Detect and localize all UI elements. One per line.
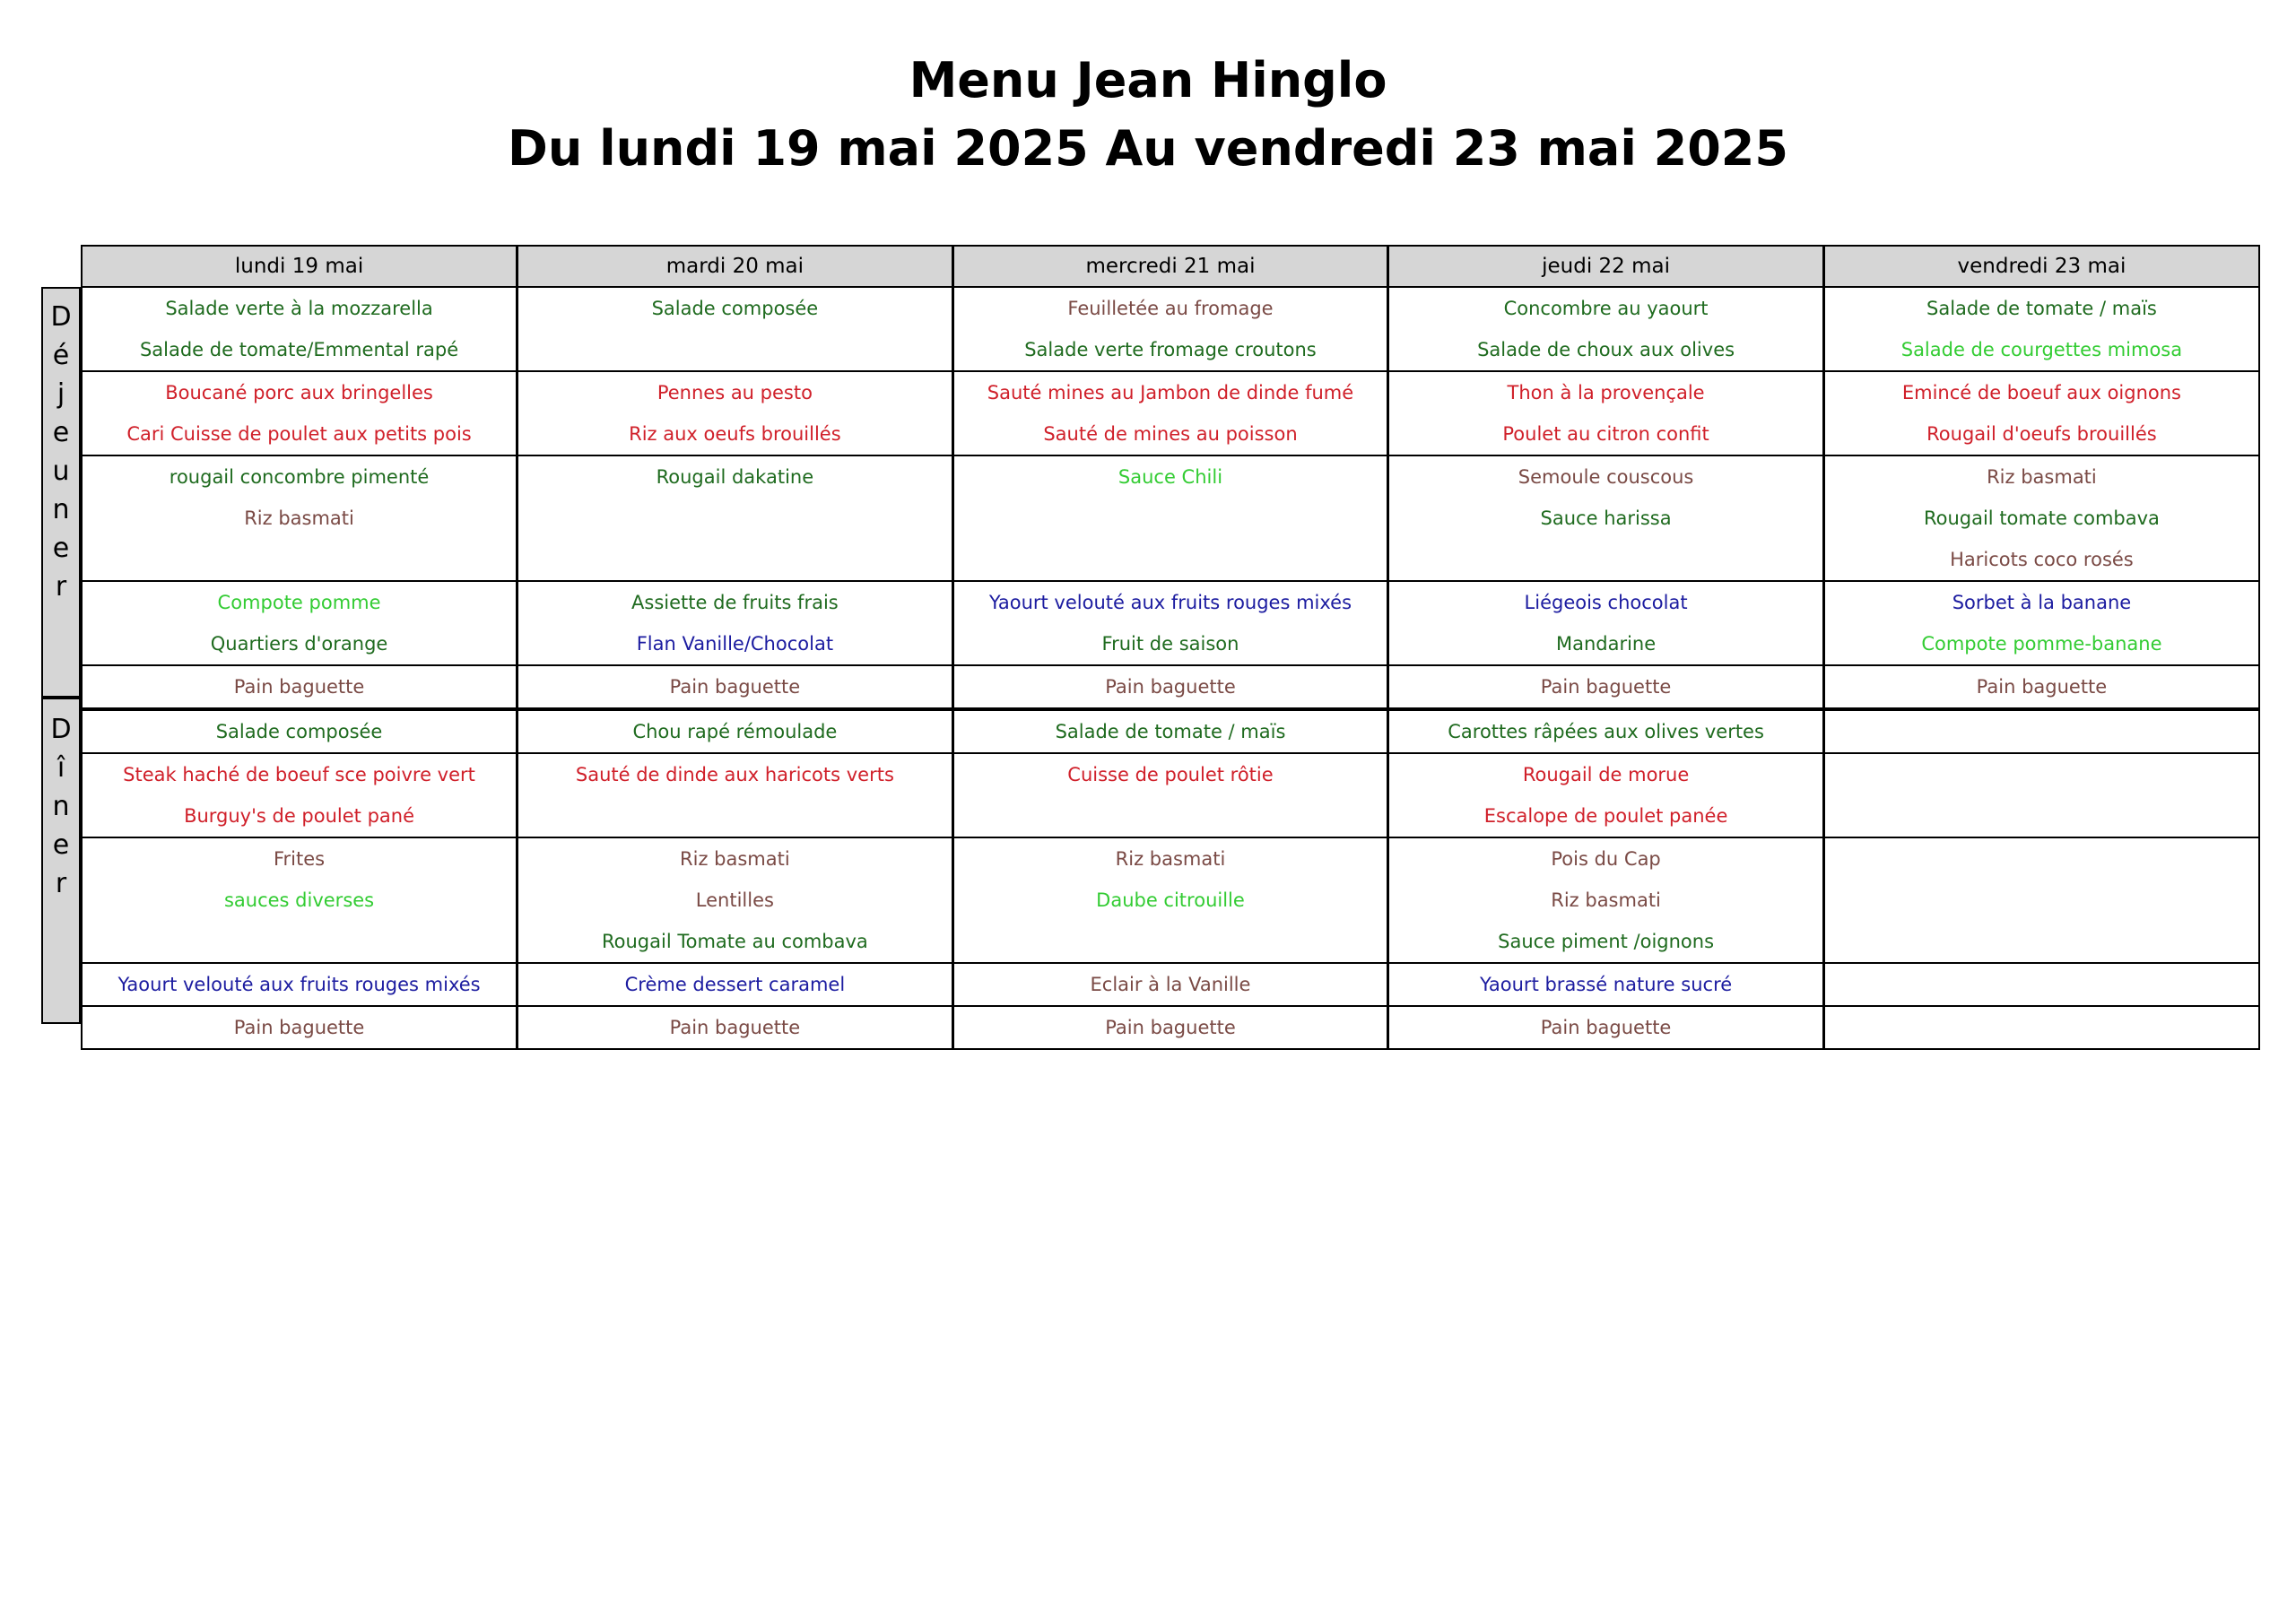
dish-item: Sauté mines au Jambon de dinde fumé xyxy=(987,382,1354,403)
dish-item: Poulet au citron confit xyxy=(1502,423,1709,445)
menu-cell xyxy=(1388,665,1824,709)
dish-item: Sauce harissa xyxy=(1540,507,1672,529)
dish-item: Pain baguette xyxy=(1976,676,2108,698)
dish-item: Assiette de fruits frais xyxy=(631,592,839,613)
dish-item: Thon à la provençale xyxy=(1507,382,1705,403)
menu-cell xyxy=(1388,581,1824,665)
menu-cell xyxy=(1388,287,1824,371)
menu-cell xyxy=(517,371,953,455)
sidebar-letter: r xyxy=(55,868,67,899)
dish-item: Pennes au pesto xyxy=(657,382,813,403)
dish-item: Salade de tomate / maïs xyxy=(1926,298,2157,319)
menu-cell xyxy=(517,753,953,837)
menu-cell xyxy=(517,709,953,753)
dish-item: Salade composée xyxy=(651,298,819,319)
dish-item: Cari Cuisse de poulet aux petits pois xyxy=(126,423,472,445)
menu-cell xyxy=(82,287,517,371)
menu-cell xyxy=(82,753,517,837)
menu-cell xyxy=(517,963,953,1006)
menu-title xyxy=(0,47,2296,183)
menu-cell xyxy=(1388,963,1824,1006)
menu-cell xyxy=(82,709,517,753)
day-header-vendredi: vendredi 23 mai xyxy=(1823,246,2259,287)
day-header-row xyxy=(82,246,2259,287)
menu-cell xyxy=(1823,709,2259,753)
menu-cell xyxy=(517,837,953,963)
dish-item: Riz basmati xyxy=(680,848,790,870)
dish-item: Sauce Chili xyxy=(1118,466,1223,488)
menu-cell xyxy=(517,287,953,371)
menu-cell xyxy=(1823,665,2259,709)
sidebar-label-dejeuner xyxy=(41,287,81,698)
dish-item: Feuilletée au fromage xyxy=(1067,298,1274,319)
dish-item: Pain baguette xyxy=(669,1017,801,1038)
dish-item: Pain baguette xyxy=(669,676,801,698)
menu-body xyxy=(82,287,2259,1049)
diner-row xyxy=(82,1006,2259,1049)
menu-cell xyxy=(952,837,1388,963)
dish-item: rougail concombre pimenté xyxy=(169,466,430,488)
dish-item: Mandarine xyxy=(1555,633,1657,655)
dish-item: Sauté de mines au poisson xyxy=(1043,423,1298,445)
menu-cell xyxy=(952,1006,1388,1049)
dish-item: Salade de tomate / maïs xyxy=(1055,721,1286,742)
dish-item: Riz basmati xyxy=(244,507,354,529)
sidebar-letter: î xyxy=(57,752,65,784)
dish-item: Pain baguette xyxy=(233,676,365,698)
dish-item: Rougail Tomate au combava xyxy=(601,931,868,952)
menu-cell xyxy=(82,1006,517,1049)
menu-cell xyxy=(1388,753,1824,837)
dish-item: Pain baguette xyxy=(1540,1017,1672,1038)
menu-cell xyxy=(82,581,517,665)
sidebar-letter: D xyxy=(50,714,72,745)
menu-cell xyxy=(82,837,517,963)
dish-item: Emincé de boeuf aux oignons xyxy=(1901,382,2181,403)
menu-cell xyxy=(1388,709,1824,753)
dish-item: Compote pomme xyxy=(217,592,381,613)
dish-item: Steak haché de boeuf sce poivre vert xyxy=(123,764,475,785)
dejeuner-row xyxy=(82,665,2259,709)
menu-cell xyxy=(517,665,953,709)
menu-cell xyxy=(1823,455,2259,581)
sidebar-letter: e xyxy=(52,533,70,564)
menu-cell xyxy=(1823,371,2259,455)
dish-item: Rougail de morue xyxy=(1522,764,1690,785)
day-header-mardi: mardi 20 mai xyxy=(517,246,953,287)
sidebar-label-diner xyxy=(41,698,81,1024)
dish-item: Carottes râpées aux olives vertes xyxy=(1448,721,1764,742)
menu-cell xyxy=(82,963,517,1006)
dish-item: Lentilles xyxy=(695,889,774,911)
diner-row xyxy=(82,837,2259,963)
sidebar-letter: u xyxy=(52,455,70,487)
dish-item: Salade verte fromage croutons xyxy=(1024,339,1317,360)
dish-item: Crème dessert caramel xyxy=(624,974,846,995)
dish-item: Concombre au yaourt xyxy=(1503,298,1709,319)
dish-item: Sorbet à la banane xyxy=(1952,592,2132,613)
menu-cell xyxy=(952,753,1388,837)
menu-cell xyxy=(952,455,1388,581)
dish-item: Pain baguette xyxy=(233,1017,365,1038)
menu-title-dates: Du lundi 19 mai 2025 Au vendredi 23 mai 2025 xyxy=(508,120,1788,177)
dish-item: Boucané porc aux bringelles xyxy=(165,382,433,403)
dish-item: sauces diverses xyxy=(223,889,375,911)
menu-table xyxy=(81,245,2260,1050)
dish-item: Haricots coco rosés xyxy=(1950,549,2134,570)
dish-item: Salade composée xyxy=(215,721,383,742)
dish-item: Fruit de saison xyxy=(1101,633,1239,655)
dish-item: Daube citrouille xyxy=(1096,889,1245,911)
menu-cell xyxy=(517,581,953,665)
dish-item: Quartiers d'orange xyxy=(210,633,388,655)
dish-item: Pois du Cap xyxy=(1551,848,1661,870)
dish-item: Rougail tomate combava xyxy=(1923,507,2160,529)
dish-item: Chou rapé rémoulade xyxy=(632,721,838,742)
dish-item: Salade verte à la mozzarella xyxy=(165,298,433,319)
dish-item: Riz basmati xyxy=(1115,848,1226,870)
dish-item: Cuisse de poulet rôtie xyxy=(1067,764,1274,785)
dejeuner-row xyxy=(82,371,2259,455)
sidebar-letter: r xyxy=(55,571,67,603)
dish-item: Yaourt velouté aux fruits rouges mixés xyxy=(117,974,481,995)
menu-cell xyxy=(1388,455,1824,581)
diner-row xyxy=(82,963,2259,1006)
menu-cell xyxy=(1388,371,1824,455)
menu-cell xyxy=(82,455,517,581)
sidebar-letter: D xyxy=(50,301,72,333)
dish-item: Rougail d'oeufs brouillés xyxy=(1926,423,2157,445)
dish-item: Compote pomme-banane xyxy=(1921,633,2162,655)
dish-item: Escalope de poulet panée xyxy=(1483,805,1728,827)
diner-row xyxy=(82,709,2259,753)
menu-cell xyxy=(952,287,1388,371)
diner-row xyxy=(82,753,2259,837)
menu-cell xyxy=(1823,581,2259,665)
dish-item: Yaourt brassé nature sucré xyxy=(1479,974,1733,995)
day-header-jeudi: jeudi 22 mai xyxy=(1388,246,1824,287)
dejeuner-row xyxy=(82,455,2259,581)
dejeuner-row xyxy=(82,581,2259,665)
menu-cell xyxy=(952,581,1388,665)
sidebar-letter: e xyxy=(52,829,70,861)
menu-title-name: Menu Jean Hinglo xyxy=(909,52,1387,108)
dish-item: Riz basmati xyxy=(1987,466,2097,488)
sidebar-letter: n xyxy=(52,494,70,525)
dish-item: Eclair à la Vanille xyxy=(1090,974,1251,995)
dish-item: Riz basmati xyxy=(1551,889,1661,911)
dish-item: Salade de tomate/Emmental rapé xyxy=(139,339,459,360)
dish-item: Sauce piment /oignons xyxy=(1498,931,1715,952)
menu-cell xyxy=(1388,837,1824,963)
menu-cell xyxy=(1823,837,2259,963)
sidebar-letter: n xyxy=(52,791,70,822)
day-header-lundi: lundi 19 mai xyxy=(82,246,517,287)
menu-cell xyxy=(82,371,517,455)
menu-cell xyxy=(517,1006,953,1049)
sidebar-letter: e xyxy=(52,417,70,448)
dish-item: Flan Vanille/Chocolat xyxy=(636,633,834,655)
dish-item: Yaourt velouté aux fruits rouges mixés xyxy=(988,592,1352,613)
menu-cell xyxy=(952,963,1388,1006)
menu-cell xyxy=(1823,963,2259,1006)
dish-item: Salade de choux aux olives xyxy=(1477,339,1735,360)
menu-cell xyxy=(1823,753,2259,837)
dejeuner-row xyxy=(82,287,2259,371)
menu-cell xyxy=(1823,1006,2259,1049)
dish-item: Pain baguette xyxy=(1105,676,1236,698)
dish-item: Burguy's de poulet pané xyxy=(184,805,415,827)
dish-item: Sauté de dinde aux haricots verts xyxy=(575,764,894,785)
dish-item: Pain baguette xyxy=(1105,1017,1236,1038)
menu-cell xyxy=(1388,1006,1824,1049)
menu-cell xyxy=(1823,287,2259,371)
dish-item: Frites xyxy=(273,848,326,870)
menu-cell xyxy=(517,455,953,581)
sidebar-letter: é xyxy=(52,340,70,371)
dish-item: Pain baguette xyxy=(1540,676,1672,698)
dish-item: Salade de courgettes mimosa xyxy=(1900,339,2183,360)
day-header-mercredi: mercredi 21 mai xyxy=(952,246,1388,287)
dish-item: Semoule couscous xyxy=(1518,466,1694,488)
menu-cell xyxy=(952,371,1388,455)
dish-item: Riz aux oeufs brouillés xyxy=(629,423,841,445)
menu-cell xyxy=(82,665,517,709)
menu-cell xyxy=(952,665,1388,709)
sidebar-letter: j xyxy=(57,378,65,410)
dish-item: Liégeois chocolat xyxy=(1524,592,1688,613)
dish-item: Rougail dakatine xyxy=(656,466,814,488)
menu-cell xyxy=(952,709,1388,753)
